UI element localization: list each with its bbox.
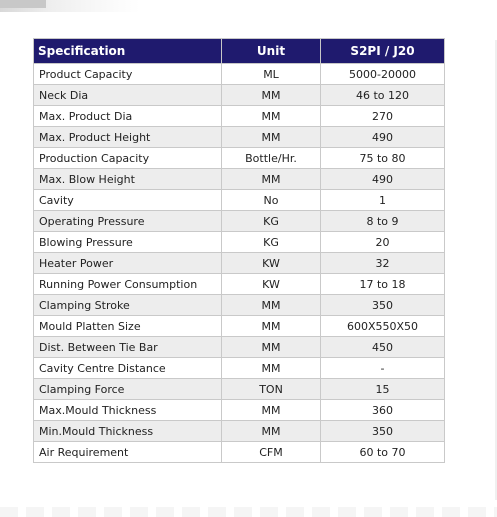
spec-value: -	[321, 358, 445, 379]
header-model: S2PI / J20	[321, 39, 445, 64]
spec-value: 75 to 80	[321, 148, 445, 169]
spec-name: Min.Mould Thickness	[34, 421, 222, 442]
spec-value: 350	[321, 295, 445, 316]
table-row	[34, 295, 445, 316]
spec-value: 8 to 9	[321, 211, 445, 232]
table-row	[34, 358, 445, 379]
spec-value: 1	[321, 190, 445, 211]
table-row	[34, 442, 445, 463]
table-header-row	[34, 39, 445, 64]
table-row	[34, 211, 445, 232]
spec-name: Mould Platten Size	[34, 316, 222, 337]
spec-unit: TON	[222, 379, 321, 400]
spec-unit: KW	[222, 253, 321, 274]
spec-name: Max. Blow Height	[34, 169, 222, 190]
spec-unit: KG	[222, 211, 321, 232]
spec-unit: MM	[222, 358, 321, 379]
spec-value: 360	[321, 400, 445, 421]
spec-value: 450	[321, 337, 445, 358]
table-row	[34, 169, 445, 190]
spec-unit: CFM	[222, 442, 321, 463]
specification-table	[33, 38, 445, 463]
spec-value: 32	[321, 253, 445, 274]
table-row	[34, 127, 445, 148]
table-row	[34, 253, 445, 274]
top-edge-artifact	[0, 0, 140, 12]
table-row	[34, 400, 445, 421]
spec-value: 600X550X50	[321, 316, 445, 337]
table-row	[34, 148, 445, 169]
spec-value: 46 to 120	[321, 85, 445, 106]
spec-name: Max. Product Dia	[34, 106, 222, 127]
spec-unit: MM	[222, 295, 321, 316]
spec-value: 490	[321, 127, 445, 148]
table-row	[34, 421, 445, 442]
spec-value: 17 to 18	[321, 274, 445, 295]
table-row	[34, 64, 445, 85]
table-row	[34, 85, 445, 106]
spec-value: 60 to 70	[321, 442, 445, 463]
spec-name: Cavity Centre Distance	[34, 358, 222, 379]
spec-name: Clamping Stroke	[34, 295, 222, 316]
spec-unit: MM	[222, 85, 321, 106]
spec-name: Blowing Pressure	[34, 232, 222, 253]
spec-unit: MM	[222, 127, 321, 148]
spec-value: 350	[321, 421, 445, 442]
spec-unit: MM	[222, 106, 321, 127]
spec-name: Clamping Force	[34, 379, 222, 400]
table-row	[34, 337, 445, 358]
spec-name: Running Power Consumption	[34, 274, 222, 295]
spec-unit: MM	[222, 169, 321, 190]
spec-name: Cavity	[34, 190, 222, 211]
spec-unit: MM	[222, 337, 321, 358]
spec-value: 15	[321, 379, 445, 400]
spec-unit: KG	[222, 232, 321, 253]
spec-name: Production Capacity	[34, 148, 222, 169]
table-row	[34, 274, 445, 295]
spec-name: Dist. Between Tie Bar	[34, 337, 222, 358]
spec-name: Operating Pressure	[34, 211, 222, 232]
spec-name: Air Requirement	[34, 442, 222, 463]
spec-name: Max.Mould Thickness	[34, 400, 222, 421]
spec-value: 270	[321, 106, 445, 127]
spec-name: Product Capacity	[34, 64, 222, 85]
spec-unit: ML	[222, 64, 321, 85]
spec-name: Neck Dia	[34, 85, 222, 106]
spec-unit: KW	[222, 274, 321, 295]
spec-unit: No	[222, 190, 321, 211]
spec-unit: MM	[222, 316, 321, 337]
spec-name: Heater Power	[34, 253, 222, 274]
header-specification: Specification	[34, 39, 222, 64]
spec-unit: Bottle/Hr.	[222, 148, 321, 169]
bottom-edge-artifact	[0, 507, 497, 517]
spec-unit: MM	[222, 421, 321, 442]
header-unit: Unit	[222, 39, 321, 64]
table-row	[34, 106, 445, 127]
spec-value: 20	[321, 232, 445, 253]
spec-name: Max. Product Height	[34, 127, 222, 148]
spec-value: 490	[321, 169, 445, 190]
spec-value: 5000-20000	[321, 64, 445, 85]
table-row	[34, 190, 445, 211]
table-row	[34, 379, 445, 400]
table-row	[34, 316, 445, 337]
table-row	[34, 232, 445, 253]
spec-unit: MM	[222, 400, 321, 421]
